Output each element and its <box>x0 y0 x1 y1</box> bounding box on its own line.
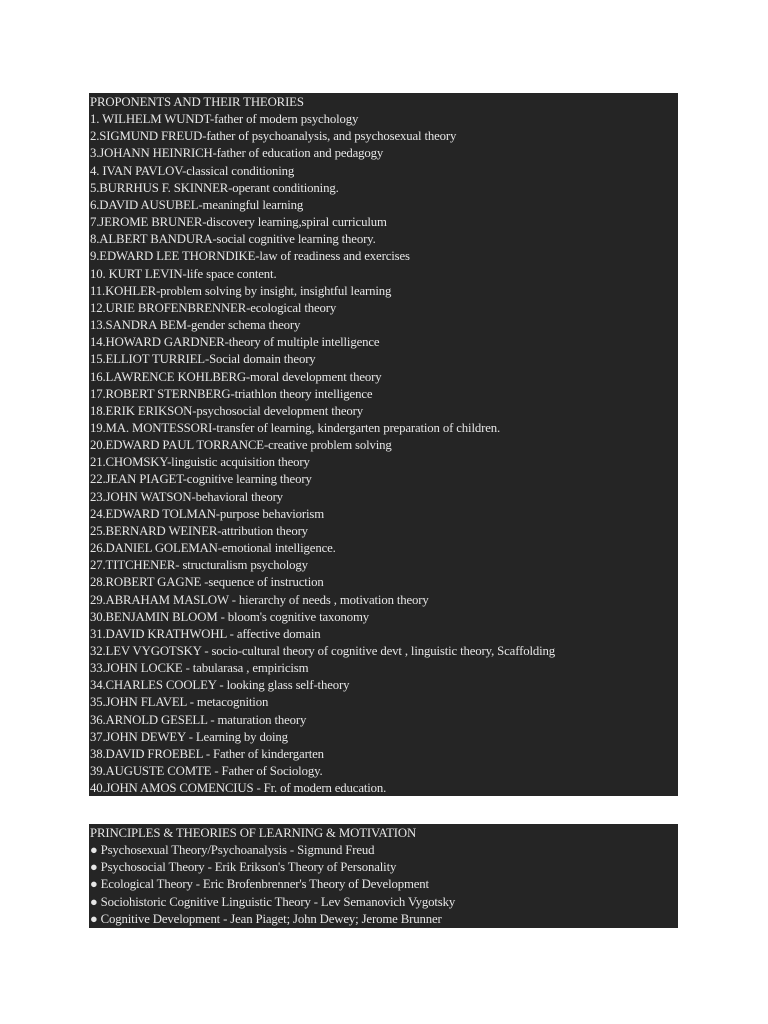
list-item: 23.JOHN WATSON-behavioral theory <box>90 489 283 504</box>
list-item: 33.JOHN LOCKE - tabularasa , empiricism <box>90 661 309 676</box>
proponents-block <box>89 93 678 796</box>
principles-block <box>89 824 678 928</box>
list-item: 4. IVAN PAVLOV-classical conditioning <box>90 163 295 178</box>
list-item: 26.DANIEL GOLEMAN-emotional intelligence. <box>90 541 336 556</box>
list-item: 1. WILHELM WUNDT-father of modern psychology <box>90 112 359 127</box>
list-item: 19.MA. MONTESSORI-transfer of learning, kindergarten preparation of children. <box>90 420 501 435</box>
list-item: 31.DAVID KRATHWOHL - affective domain <box>90 626 321 641</box>
list-item: 32.LEV VYGOTSKY - socio-cultural theory of cognitive devt , linguistic theory, Scaffolding <box>90 644 555 658</box>
proponents-list <box>90 111 678 796</box>
list-item: 40.JOHN AMOS COMENCIUS - Fr. of modern education. <box>90 781 387 796</box>
list-item: 6.DAVID AUSUBEL-meaningful learning <box>90 197 304 212</box>
list-item: 2.SIGMUND FREUD-father of psychoanalysis, and psychosexual theory <box>90 129 457 144</box>
list-item: 8.ALBERT BANDURA-social cognitive learning theory. <box>90 232 376 247</box>
principles-heading: PRINCIPLES & THEORIES OF LEARNING & MOTIVATION <box>90 826 417 840</box>
list-item: 22.JEAN PIAGET-cognitive learning theory <box>90 472 312 487</box>
list-item: 5.BURRHUS F. SKINNER-operant conditioning. <box>90 180 339 195</box>
list-item: 11.KOHLER-problem solving by insight, insightful learning <box>90 283 392 298</box>
list-item: 38.DAVID FROEBEL - Father of kindergarten <box>90 746 324 761</box>
list-item: ● Ecological Theory - Eric Brofenbrenner's Theory of Development <box>90 877 429 892</box>
list-item: ● Sociohistoric Cognitive Linguistic Theory - Lev Semanovich Vygotsky <box>90 894 456 909</box>
proponents-heading: PROPONENTS AND THEIR THEORIES <box>90 95 304 109</box>
principles-list <box>90 842 678 928</box>
list-item: 10. KURT LEVIN-life space content. <box>90 266 277 281</box>
list-item: 20.EDWARD PAUL TORRANCE-creative problem solving <box>90 438 392 453</box>
list-item: ● Psychosexual Theory/Psychoanalysis - Sigmund Freud <box>90 843 375 858</box>
list-item: 24.EDWARD TOLMAN-purpose behaviorism <box>90 506 325 521</box>
list-item: ● Psychosocial Theory - Erik Erikson's Theory of Personality <box>90 860 397 875</box>
list-item: 27.TITCHENER- structuralism psychology <box>90 558 308 573</box>
list-item: 13.SANDRA BEM-gender schema theory <box>90 318 301 333</box>
list-item: 28.ROBERT GAGNE -sequence of instruction <box>90 575 324 590</box>
list-item: 16.LAWRENCE KOHLBERG-moral development theory <box>90 369 382 384</box>
list-item: 34.CHARLES COOLEY - looking glass self-theory <box>90 678 350 693</box>
list-item: 36.ARNOLD GESELL - maturation theory <box>90 712 307 727</box>
list-item: ● Cognitive Development - Jean Piaget; John Dewey; Jerome Brunner <box>90 911 442 926</box>
list-item: 37.JOHN DEWEY - Learning by doing <box>90 729 288 744</box>
list-item: 35.JOHN FLAVEL - metacognition <box>90 695 269 710</box>
list-item: 9.EDWARD LEE THORNDIKE-law of readiness and exercises <box>90 249 410 264</box>
list-item: 17.ROBERT STERNBERG-triathlon theory intelligence <box>90 386 373 401</box>
list-item: 18.ERIK ERIKSON-psychosocial development theory <box>90 403 364 418</box>
list-item: 3.JOHANN HEINRICH-father of education and pedagogy <box>90 146 384 161</box>
list-item: 39.AUGUSTE COMTE - Father of Sociology. <box>90 764 323 779</box>
list-item: 25.BERNARD WEINER-attribution theory <box>90 523 308 538</box>
list-item: 14.HOWARD GARDNER-theory of multiple intelligence <box>90 335 380 350</box>
list-item: 29.ABRAHAM MASLOW - hierarchy of needs , motivation theory <box>90 592 429 607</box>
list-item: 7.JEROME BRUNER-discovery learning,spiral curriculum <box>90 215 387 230</box>
list-item: 30.BENJAMIN BLOOM - bloom's cognitive taxonomy <box>90 609 370 624</box>
list-item: 15.ELLIOT TURRIEL-Social domain theory <box>90 352 316 367</box>
list-item: 12.URIE BROFENBRENNER-ecological theory <box>90 300 337 315</box>
list-item: 21.CHOMSKY-linguistic acquisition theory <box>90 455 310 470</box>
